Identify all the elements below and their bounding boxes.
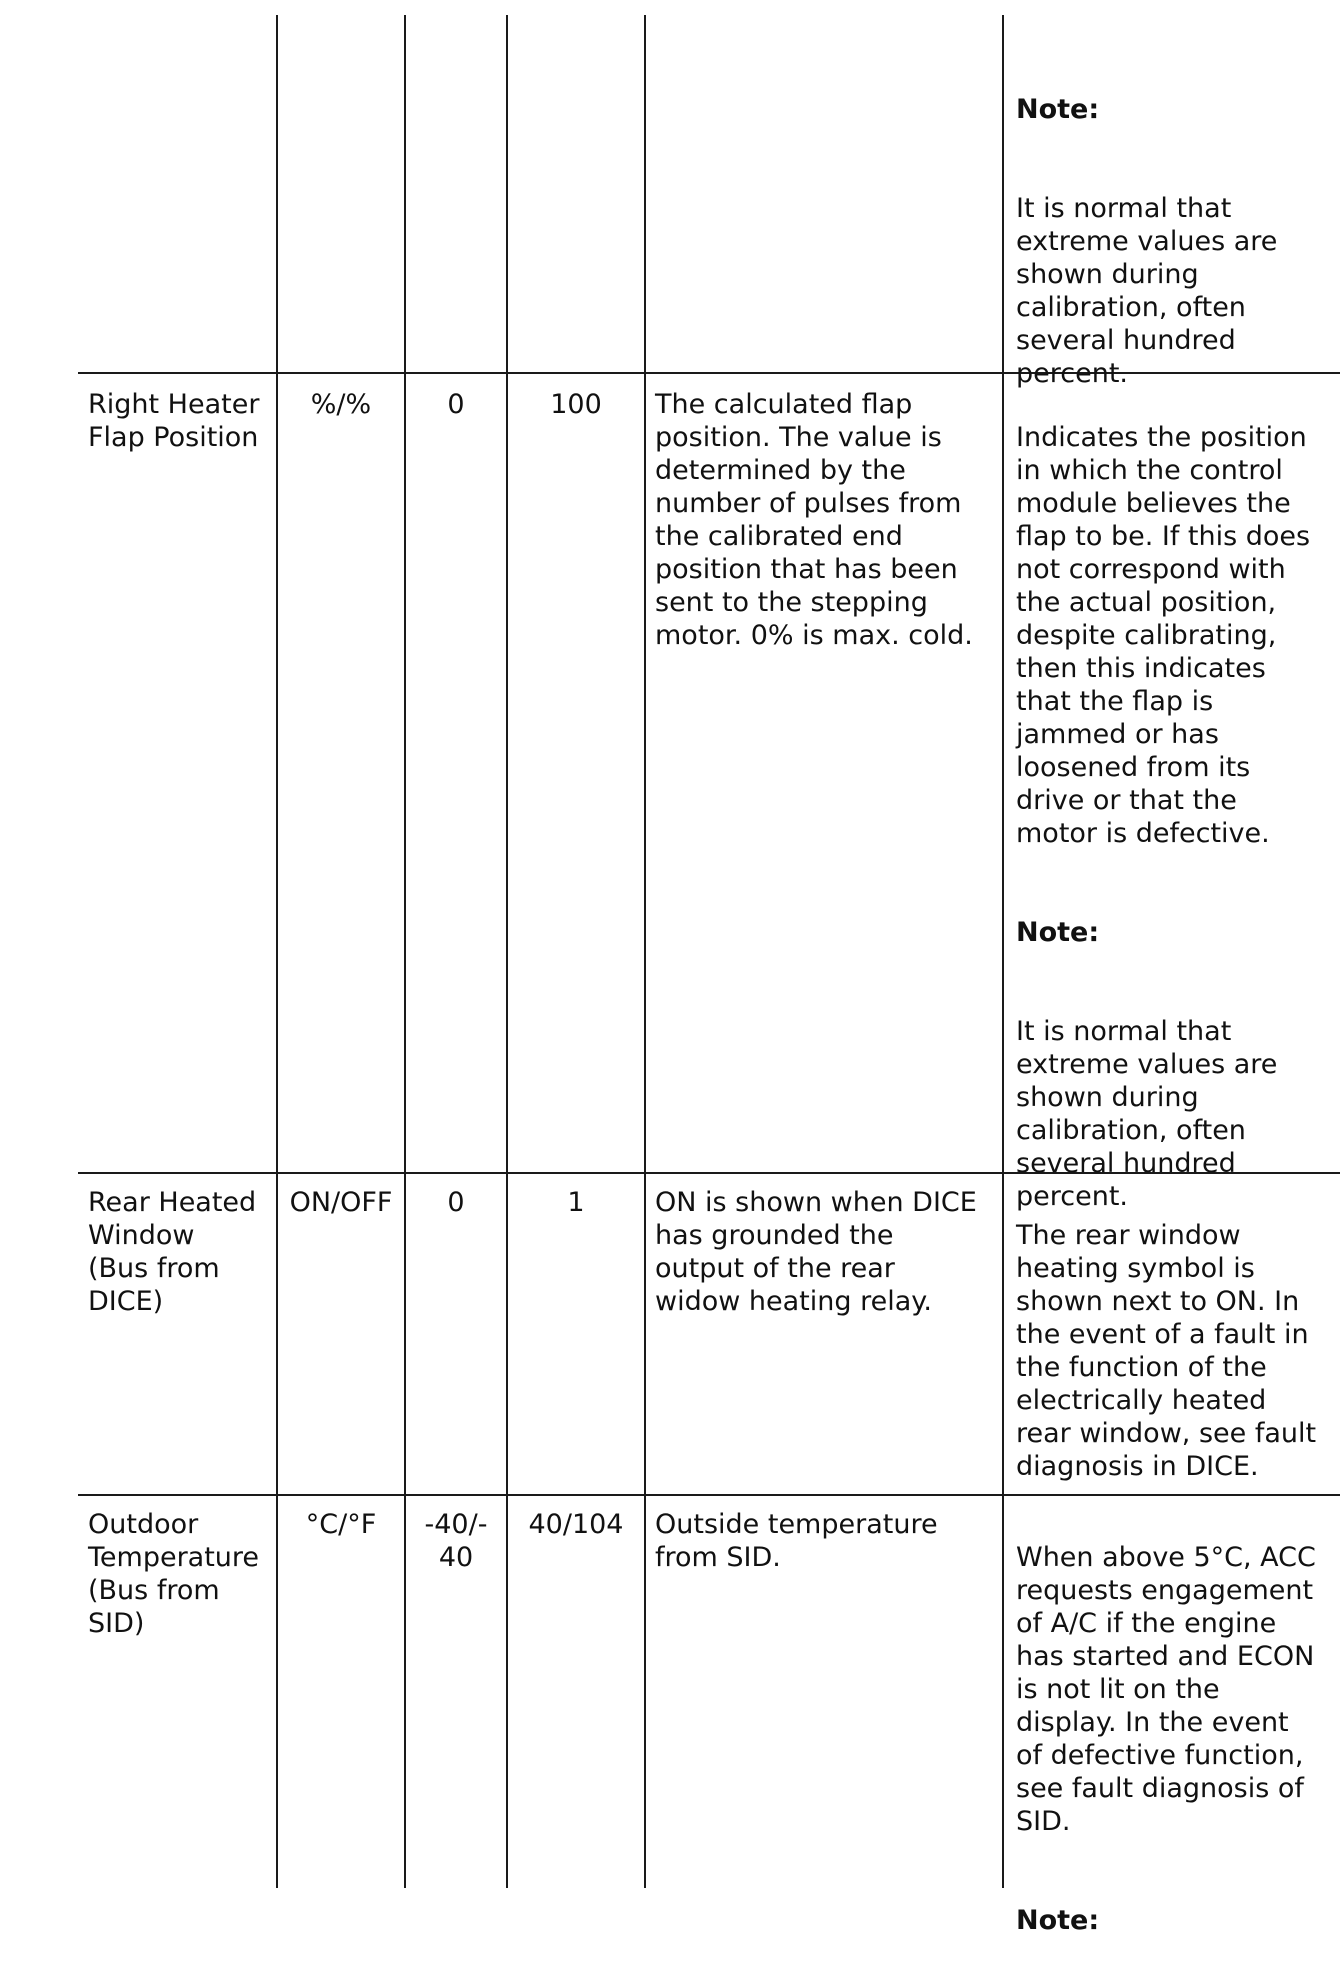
note-title: Note: [1016,1905,1100,1936]
note-text: It is normal that extreme values are shown during calibration, often several hundred percent. [1016,193,1278,389]
min-value-cell: 0 [447,1187,465,1218]
parameter-name-cell: Outdoor Temperature (Bus from SID) [88,1509,260,1639]
note-text: It is normal that extreme values are shown during calibration, often several hundred percent. [1016,1016,1278,1212]
description-cell: Outside temperature from SID. [655,1509,938,1573]
unit-cell: %/% [310,389,372,420]
min-value-cell: 0 [447,389,465,420]
remarks-cell [1016,388,1338,1246]
note-title: Note: [1016,94,1100,125]
column-divider [404,15,406,1888]
description-cell: The calculated flap position. The value is determined by the number of pulses from the calibrated end position that has been sent to the stepping motor. 0% is max. cold. [655,389,973,651]
column-divider [1002,15,1004,1888]
column-divider [276,15,278,1888]
remarks-cell [1016,1508,1338,1970]
remarks-text: When above 5°C, ACC requests engagement of A/C if the engine has started and ECON is not lit on the display. In the event of defective function, see fault diagnosis of SID. [1016,1542,1316,1837]
max-value-cell: 40/104 [528,1509,624,1540]
max-value-cell: 1 [567,1187,585,1218]
remarks-cell [1016,60,1338,423]
column-divider [506,15,508,1888]
column-divider [644,15,646,1888]
unit-cell: ON/OFF [289,1187,393,1218]
unit-cell: °C/°F [305,1509,377,1540]
parameter-name-cell: Right Heater Flap Position [88,389,260,453]
description-cell: ON is shown when DICE has grounded the output of the rear widow heating relay. [655,1187,977,1317]
remarks-text: The rear window heating symbol is shown next to ON. In the event of a fault in the function of the electrically heated rear window, see fault diagnosis in DICE. [1016,1220,1317,1482]
remarks-text: Indicates the position in which the control module believes the flap to be. If this does not correspond with the actual position, despite calibrating, then this indicates that the flap is jammed or has loosened from its drive or that the motor is defective. [1016,422,1311,849]
max-value-cell: 100 [550,389,602,420]
min-value-cell: -40/- 40 [424,1509,488,1573]
note-title: Note: [1016,917,1100,948]
remarks-cell [1016,1186,1338,1516]
parameter-name-cell: Rear Heated Window (Bus from DICE) [88,1187,257,1317]
